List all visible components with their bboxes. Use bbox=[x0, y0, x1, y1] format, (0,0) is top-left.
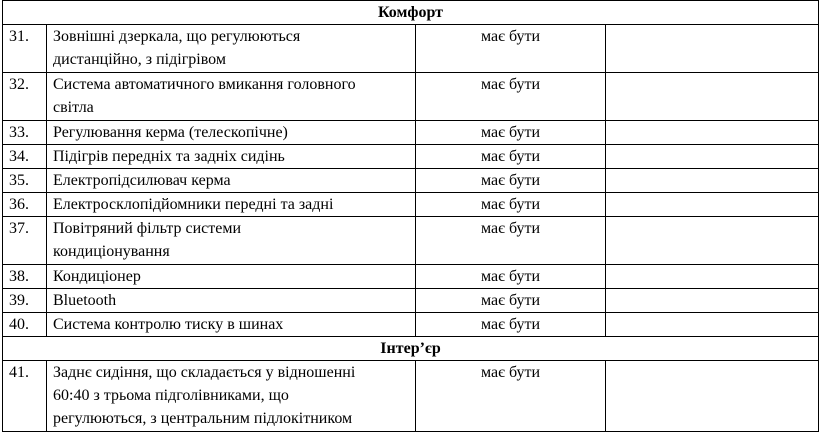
specification-table bbox=[2, 0, 819, 432]
row-note bbox=[606, 265, 819, 289]
row-value: має бути bbox=[416, 313, 606, 337]
row-name-line: Підігрів передніх та задніх сидінь bbox=[53, 148, 285, 165]
row-name bbox=[47, 289, 416, 313]
row-number: 35. bbox=[3, 169, 47, 193]
row-note bbox=[606, 361, 819, 432]
row-value: має бути bbox=[416, 25, 606, 73]
row-number: 40. bbox=[3, 313, 47, 337]
row-value: має бути bbox=[416, 73, 606, 121]
table-row bbox=[3, 313, 819, 337]
row-name-line: Bluetooth bbox=[53, 292, 117, 309]
row-note bbox=[606, 145, 819, 169]
row-name bbox=[47, 25, 416, 73]
table-row bbox=[3, 217, 819, 265]
row-name-line: Повітряний фільтр системи bbox=[53, 220, 242, 237]
row-name-line: Електросклопідйомники передні та задні bbox=[53, 196, 334, 213]
table-row bbox=[3, 145, 819, 169]
row-number: 36. bbox=[3, 193, 47, 217]
row-name bbox=[47, 361, 416, 432]
section-header-row bbox=[3, 337, 819, 361]
table-row bbox=[3, 265, 819, 289]
row-name bbox=[47, 313, 416, 337]
row-number: 32. bbox=[3, 73, 47, 121]
table-row bbox=[3, 361, 819, 432]
table-row bbox=[3, 25, 819, 73]
row-note bbox=[606, 25, 819, 73]
row-number: 39. bbox=[3, 289, 47, 313]
row-name bbox=[47, 217, 416, 265]
row-note bbox=[606, 73, 819, 121]
row-note bbox=[606, 193, 819, 217]
row-value: має бути bbox=[416, 289, 606, 313]
row-number: 38. bbox=[3, 265, 47, 289]
row-value: має бути bbox=[416, 193, 606, 217]
row-note bbox=[606, 169, 819, 193]
row-number: 41. bbox=[3, 361, 47, 432]
row-name-line: Регулювання керма (телескопічне) bbox=[53, 124, 288, 141]
table-row bbox=[3, 289, 819, 313]
row-note bbox=[606, 289, 819, 313]
table-row bbox=[3, 193, 819, 217]
row-name-line: дистанційно, з підігрівом bbox=[53, 51, 226, 68]
row-number: 37. bbox=[3, 217, 47, 265]
table-row bbox=[3, 73, 819, 121]
table-row bbox=[3, 121, 819, 145]
table-row bbox=[3, 169, 819, 193]
row-name-line: Електропідсилювач керма bbox=[53, 172, 231, 189]
row-name-line: Система контролю тиску в шинах bbox=[53, 316, 284, 333]
section-header-row bbox=[3, 1, 819, 25]
row-number: 33. bbox=[3, 121, 47, 145]
row-name bbox=[47, 169, 416, 193]
row-value: має бути bbox=[416, 145, 606, 169]
row-name bbox=[47, 73, 416, 121]
row-name-line: кондиціонування bbox=[53, 243, 170, 260]
row-value: має бути bbox=[416, 265, 606, 289]
row-value: має бути bbox=[416, 361, 606, 432]
row-name-line: Заднє сидіння, що складається у відношенні bbox=[53, 364, 356, 381]
section-title-comfort: Комфорт bbox=[3, 1, 819, 25]
row-name bbox=[47, 193, 416, 217]
row-value: має бути bbox=[416, 217, 606, 265]
row-value: має бути bbox=[416, 169, 606, 193]
row-note bbox=[606, 217, 819, 265]
row-number: 34. bbox=[3, 145, 47, 169]
row-name bbox=[47, 145, 416, 169]
row-name-line: світла bbox=[53, 99, 94, 116]
section-title-interior: Інтер’єр bbox=[3, 337, 819, 361]
row-value: має бути bbox=[416, 121, 606, 145]
row-name-line: Кондиціонер bbox=[53, 268, 141, 285]
row-name-line: 60:40 з трьома підголівниками, що bbox=[53, 387, 289, 404]
row-name-line: Система автоматичного вмикання головного bbox=[53, 76, 356, 93]
row-note bbox=[606, 121, 819, 145]
row-name-line: регулюються, з центральним підлокітником bbox=[53, 410, 353, 427]
row-name-line: Зовнішні дзеркала, що регулюються bbox=[53, 28, 301, 45]
row-name bbox=[47, 121, 416, 145]
row-number: 31. bbox=[3, 25, 47, 73]
row-note bbox=[606, 313, 819, 337]
row-name bbox=[47, 265, 416, 289]
